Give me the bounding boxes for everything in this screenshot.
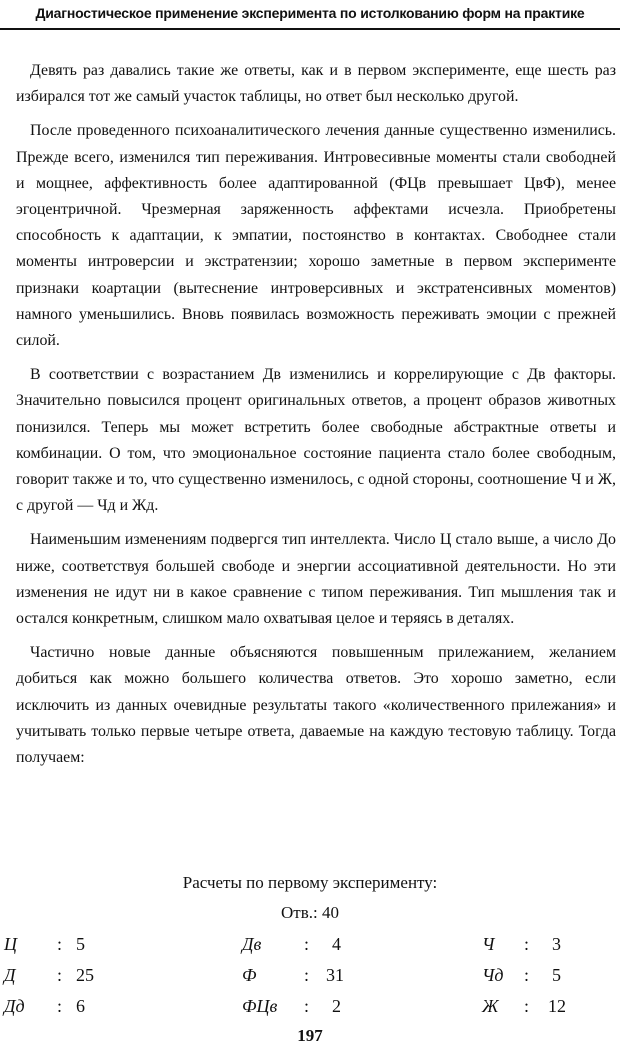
calc-cell-value: 25	[76, 965, 94, 985]
calc-cell-colon: :	[304, 965, 310, 985]
calc-cell-colon: :	[524, 934, 530, 954]
calc-cell-colon: :	[304, 934, 310, 954]
calc-cell-symbol: Дд	[4, 996, 25, 1016]
running-header: Диагностическое применение эксперимента по истолкованию форм на практике	[35, 5, 585, 21]
calc-cell-symbol: Дв	[242, 934, 262, 954]
paragraph-3: В соответствии с возрастанием Дв изменились и коррелирующие с Дв факторы. Значительно повысился процент оригинальных ответов, а процент образов животных понизился. Теперь мы может встретить более свободные абстрактные ответы и комбинации. О том, что эмоциональное состояние пациента стало более свободным, говорит также и то, что существенно изменилось, с одной стороны, соотношение Ч и Ж, с другой — Чд и Жд.	[16, 366, 616, 515]
calc-title: Расчеты по первому эксперименту:	[182, 873, 438, 892]
calc-cell-symbol: Ж	[482, 996, 499, 1016]
calc-cell-colon: :	[57, 965, 63, 985]
calc-cell-value: 31	[326, 965, 344, 985]
calc-cell-value: 6	[76, 996, 85, 1016]
calc-cell-symbol: Ц	[4, 934, 17, 954]
calc-cell-symbol: Д	[4, 965, 16, 985]
paragraph-2: После проведенного психоаналитического лечения данные существенно изменились. Прежде всего, изменился тип переживания. Интровесивные моменты стали свободней и мощнее, аффективность более адаптированной (ФЦв превышает ЦвФ), менее эгоцентричной. Чрезмерная заряженность аффектами исчезла. Приобретены способность к адаптации, к эмпатии, постоянство в контактах. Свободнее стали моменты интроверсии и экстратензии; хорошо заметные в первом эксперименте признаки коартации (вытеснение интроверсивных и экстратенсивных моментов) намного уменьшились. Вновь появилась возможность переживать эмоции с прежней силой.	[16, 122, 616, 350]
calc-cell-colon: :	[524, 965, 530, 985]
paragraph-5: Частично новые данные объясняются повышенным прилежанием, желанием добиться как можно большего количества ответов. Это хорошо заметно, если исключить из данных очевидные результаты такого «количественного прилежания» и учитывать только первые четыре ответа, даваемые на каждую тестовую таблицу. Тогда получаем:	[16, 644, 616, 767]
calc-cell-symbol: ФЦв	[242, 996, 278, 1016]
calc-cell-colon: :	[57, 934, 63, 954]
calc-cell-value: 3	[552, 934, 561, 954]
calc-total: Отв.: 40	[281, 903, 339, 922]
paragraph-4: Наименьшим изменениям подвергся тип интеллекта. Число Ц стало выше, а число До ниже, соответствуя большей свободе и энергии ассоциативной деятельности. Но эти изменения не идут ни в какое сравнение с типом переживания. Тип мышления так и остался конкретным, слишком мало охватывая целое и теряясь в деталях.	[16, 531, 616, 628]
body-text	[16, 58, 616, 779]
calc-cell-value: 5	[76, 934, 85, 954]
header-rule	[0, 28, 620, 30]
calc-cell-value: 4	[332, 934, 341, 954]
calc-cell-colon: :	[524, 996, 530, 1016]
calc-cell-symbol: Ч	[482, 934, 495, 954]
calc-cell-value: 2	[332, 996, 341, 1016]
calc-cell-colon: :	[57, 996, 63, 1016]
calc-cell-value: 5	[552, 965, 561, 985]
paragraph-1: Девять раз давались такие же ответы, как и в первом эксперименте, еще шесть раз избирался тот же самый участок таблицы, но ответ был несколько другой.	[16, 62, 616, 106]
calc-cell-symbol: Чд	[482, 965, 504, 985]
page-number: 197	[297, 1026, 323, 1045]
calc-cell-value: 12	[548, 996, 566, 1016]
calc-cell-symbol: Ф	[242, 965, 257, 985]
calc-cell-colon: :	[304, 996, 310, 1016]
